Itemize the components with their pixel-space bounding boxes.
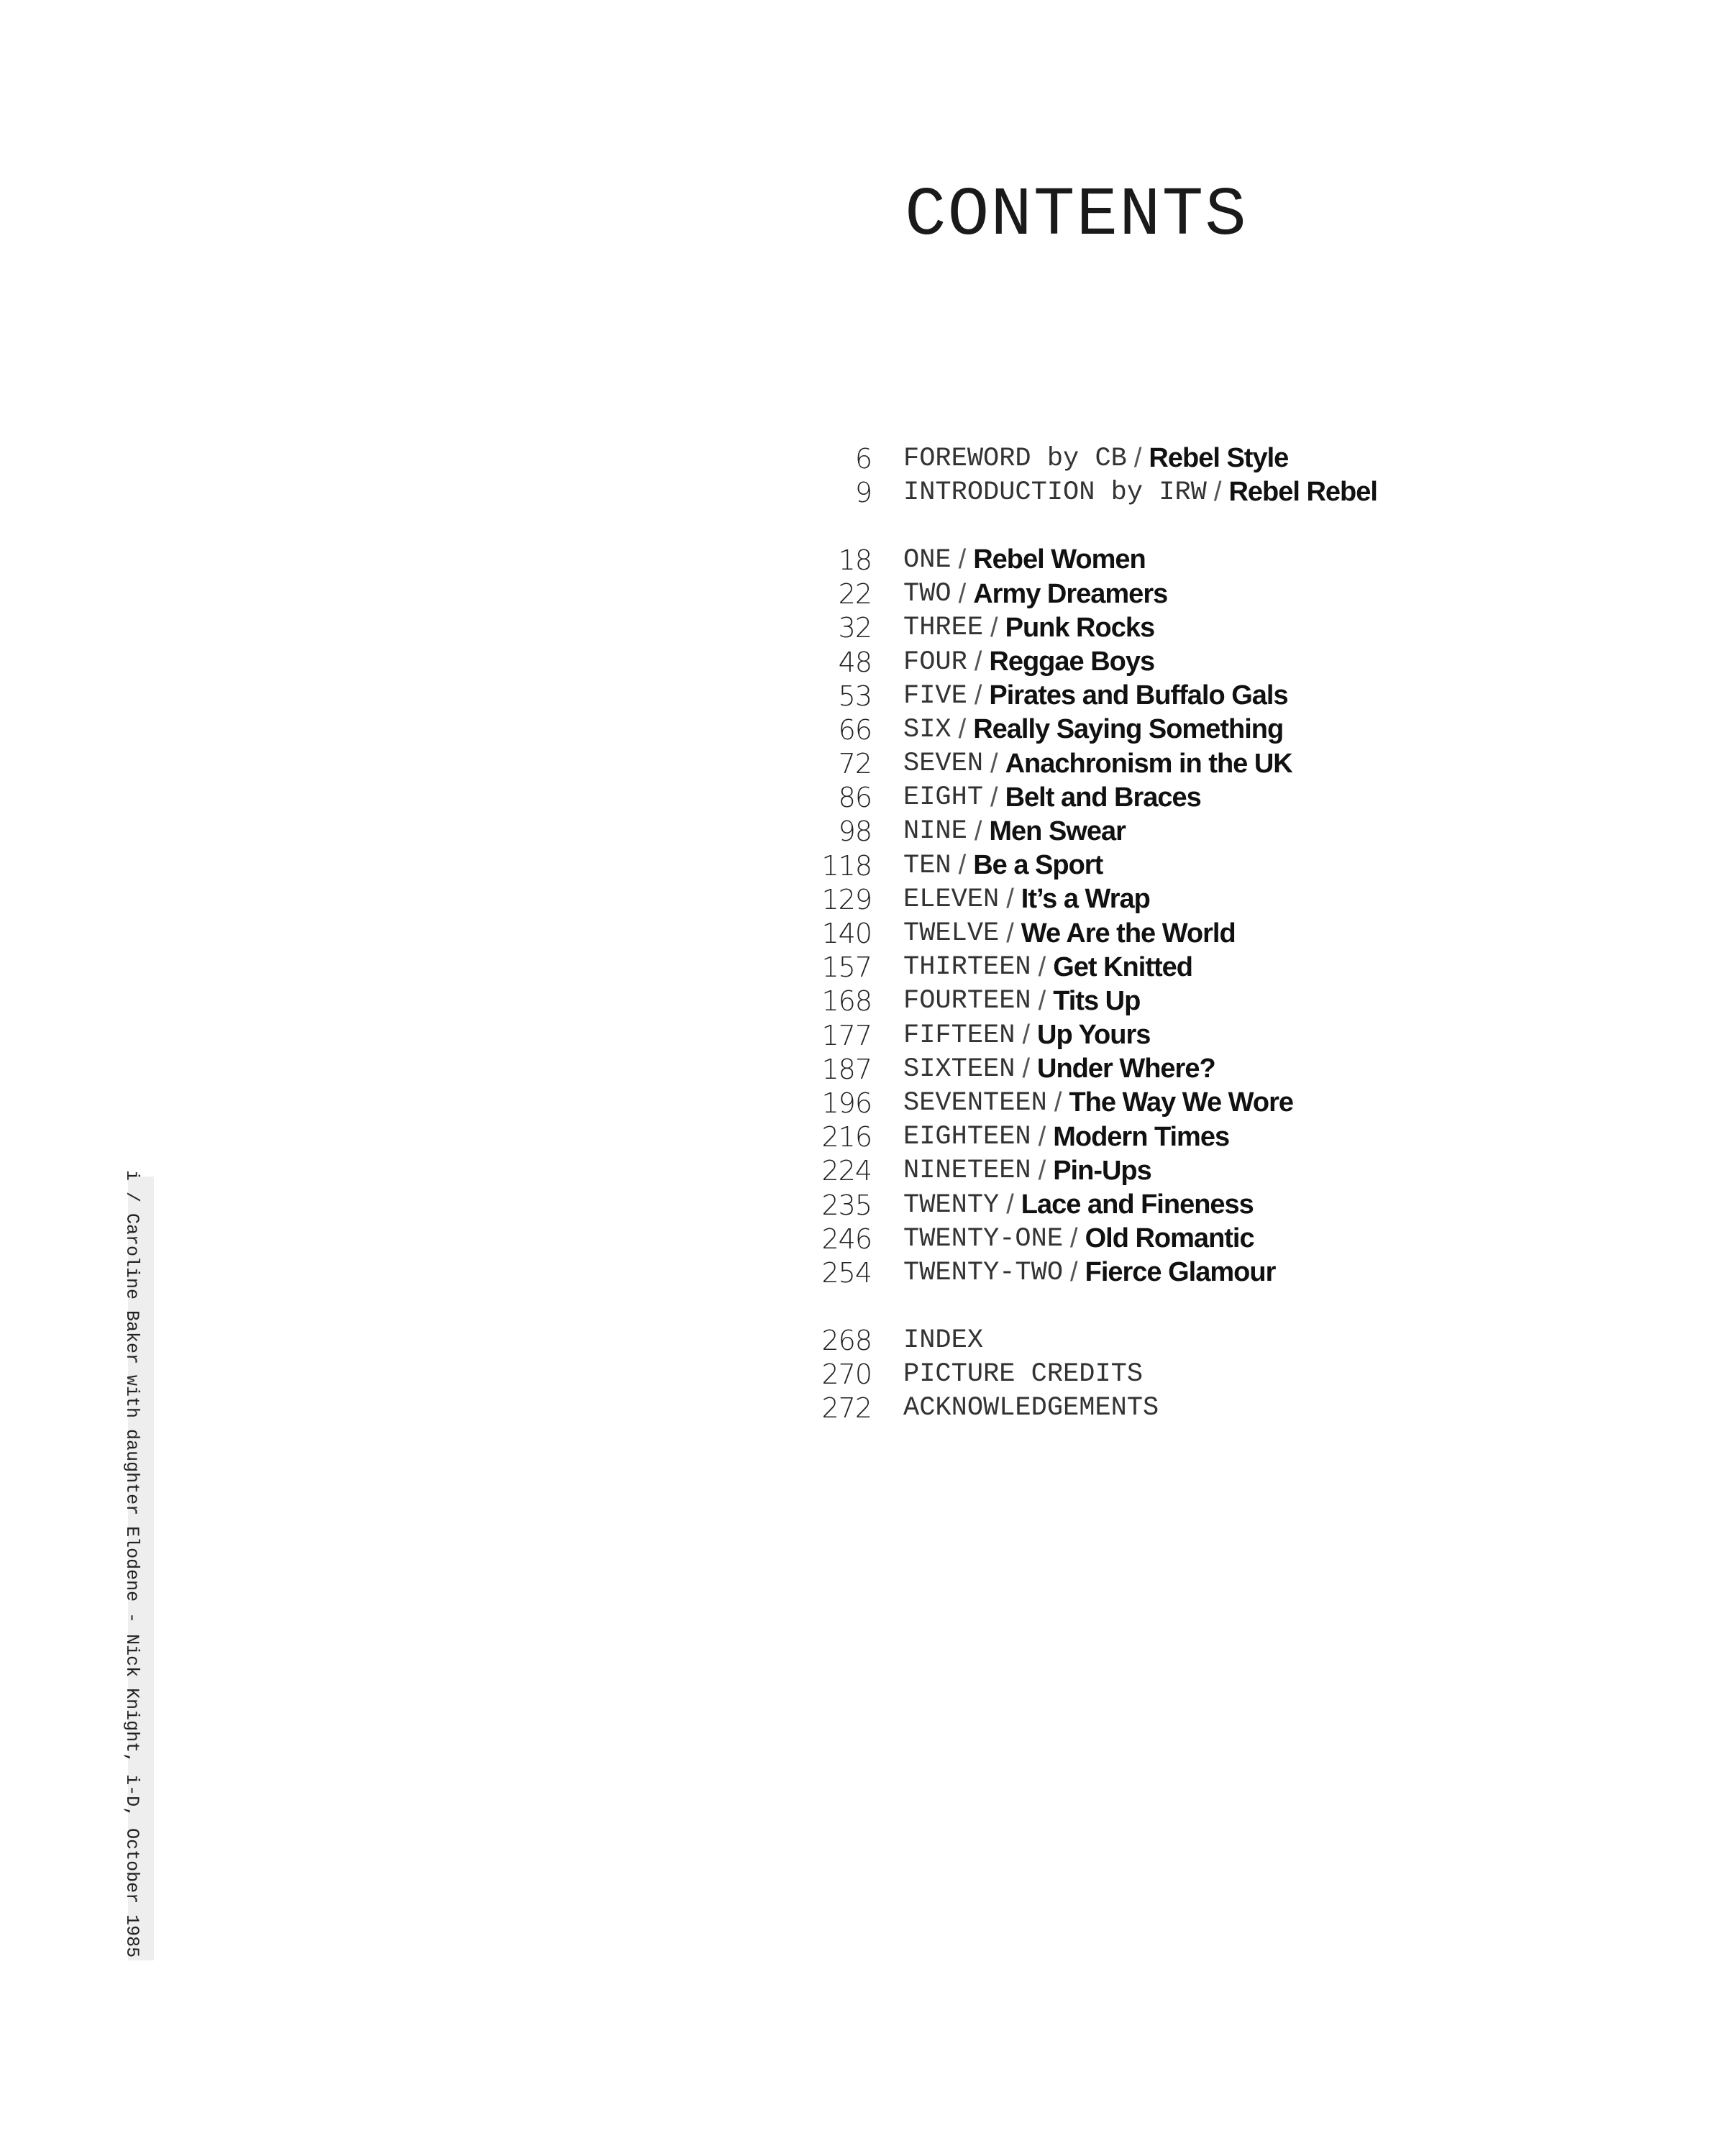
entry-separator: /: [1038, 1121, 1046, 1152]
entry-title: The Way We Wore: [1069, 1087, 1293, 1118]
toc-entry[interactable]: [791, 815, 1582, 849]
entry-label: ACKNOWLEDGEMENTS: [903, 1393, 1159, 1424]
entry-separator: /: [1070, 1223, 1078, 1254]
entry-separator: /: [1006, 884, 1014, 915]
entry-label: TEN: [903, 850, 951, 881]
entry-title: Anachronism in the UK: [1005, 748, 1292, 779]
entry-title: Tits Up: [1053, 985, 1141, 1016]
photo-caption: i / Caroline Baker with daughter Elodene - Nick Knight, i-D, October 1985: [122, 1170, 142, 1958]
entry-label: ELEVEN: [903, 884, 1000, 915]
entry-label: TWENTY-ONE: [903, 1223, 1064, 1254]
entry-title: Punk Rocks: [1005, 612, 1155, 643]
toc-entry[interactable]: [791, 882, 1582, 916]
entry-title: Rebel Style: [1149, 443, 1289, 474]
page-number: 235: [821, 1189, 872, 1221]
entry-label: TWENTY-TWO: [903, 1257, 1064, 1288]
page-number: 254: [821, 1256, 872, 1289]
entry-title: Modern Times: [1053, 1121, 1230, 1152]
toc-entry[interactable]: [791, 1052, 1582, 1086]
entry-label: FOUR: [903, 647, 967, 677]
entry-title: Pin-Ups: [1053, 1155, 1151, 1186]
toc-entry[interactable]: [791, 747, 1582, 781]
entry-separator: /: [958, 544, 967, 575]
toc-entry[interactable]: [791, 781, 1582, 815]
page-number: 246: [821, 1223, 872, 1255]
toc-entry[interactable]: [791, 713, 1582, 746]
entry-title: Get Knitted: [1053, 951, 1192, 982]
front-matter-list: [791, 442, 1582, 509]
entry-separator: /: [974, 647, 982, 677]
toc-entry[interactable]: [791, 985, 1582, 1018]
toc-entry[interactable]: [791, 645, 1582, 679]
entry-title: Really Saying Something: [973, 714, 1284, 745]
page-number: 140: [821, 918, 872, 950]
entry-separator: /: [1006, 918, 1014, 949]
entry-label: INTRODUCTION by IRW: [903, 477, 1207, 508]
entry-title: We Are the World: [1021, 918, 1236, 949]
toc-entry[interactable]: [791, 475, 1582, 509]
entry-title: Lace and Fineness: [1021, 1189, 1254, 1220]
entry-separator: /: [958, 714, 967, 745]
toc-entry[interactable]: [791, 577, 1582, 611]
entry-title: Up Yours: [1037, 1020, 1151, 1051]
entry-separator: /: [990, 782, 998, 813]
table-of-contents: [791, 442, 1582, 1425]
page-number: 168: [821, 985, 872, 1018]
entry-label: INDEX: [903, 1325, 984, 1356]
page-number: 72: [838, 748, 872, 780]
page-number: 272: [821, 1392, 872, 1425]
entry-title: Old Romantic: [1085, 1223, 1254, 1254]
toc-entry[interactable]: [791, 611, 1582, 645]
toc-entry[interactable]: [791, 1120, 1582, 1154]
entry-separator: /: [1022, 1020, 1030, 1051]
entry-label: TWENTY: [903, 1189, 1000, 1220]
entry-separator: /: [990, 748, 998, 779]
entry-title: Belt and Braces: [1005, 782, 1201, 813]
page-number: 196: [821, 1087, 872, 1119]
entry-label: EIGHT: [903, 782, 984, 813]
entry-label: PICTURE CREDITS: [903, 1359, 1144, 1390]
entry-title: It’s a Wrap: [1021, 884, 1150, 915]
page-number: 187: [821, 1053, 872, 1085]
entry-label: THREE: [903, 613, 984, 644]
entry-separator: /: [1038, 985, 1046, 1016]
page-number: 86: [838, 782, 872, 814]
back-matter-list: [791, 1324, 1582, 1426]
toc-entry[interactable]: [791, 1324, 1582, 1358]
entry-title: Reggae Boys: [989, 647, 1155, 677]
toc-entry[interactable]: [791, 1222, 1582, 1256]
entry-title: Under Where?: [1037, 1054, 1215, 1084]
entry-separator: /: [974, 816, 982, 846]
entry-separator: /: [1006, 1189, 1014, 1220]
toc-entry[interactable]: [791, 951, 1582, 985]
page-number: 48: [838, 646, 872, 678]
entry-separator: /: [1054, 1087, 1062, 1118]
entry-separator: /: [1038, 1155, 1046, 1186]
toc-entry[interactable]: [791, 849, 1582, 882]
page-number: 32: [838, 612, 872, 644]
entry-title: Fierce Glamour: [1085, 1257, 1276, 1288]
entry-title: Army Dreamers: [973, 578, 1168, 609]
entry-title: Rebel Rebel: [1228, 477, 1377, 508]
page-number: 129: [821, 883, 872, 915]
toc-entry[interactable]: [791, 1018, 1582, 1052]
entry-label: FOREWORD by CB: [903, 443, 1127, 474]
toc-entry[interactable]: [791, 543, 1582, 577]
page-number: 66: [838, 713, 872, 746]
entry-label: EIGHTEEN: [903, 1122, 1031, 1153]
page-number: 9: [854, 476, 872, 508]
page-number: 157: [821, 951, 872, 984]
entry-separator: /: [1070, 1257, 1078, 1288]
toc-entry[interactable]: [791, 1086, 1582, 1120]
page-number: 270: [821, 1358, 872, 1391]
toc-entry[interactable]: [791, 916, 1582, 950]
entry-separator: /: [958, 578, 967, 609]
entry-title: Rebel Women: [973, 544, 1146, 575]
entry-label: TWELVE: [903, 918, 1000, 949]
page-number: 22: [838, 578, 872, 611]
entry-label: SIX: [903, 714, 951, 745]
entry-label: FIVE: [903, 680, 967, 711]
entry-separator: /: [958, 850, 967, 881]
entry-label: ONE: [903, 544, 951, 575]
toc-entry[interactable]: [791, 679, 1582, 713]
entry-label: SEVEN: [903, 749, 984, 780]
page-number: 268: [821, 1325, 872, 1357]
entry-separator: /: [974, 680, 982, 711]
page-number: 18: [838, 544, 872, 576]
entry-separator: /: [1213, 477, 1222, 508]
entry-label: NINETEEN: [903, 1156, 1031, 1187]
entry-label: SEVENTEEN: [903, 1087, 1047, 1118]
entry-title: Be a Sport: [973, 850, 1103, 881]
entry-separator: /: [1133, 443, 1142, 474]
page-number: 224: [821, 1155, 872, 1187]
entry-separator: /: [1022, 1054, 1030, 1084]
entry-label: FIFTEEN: [903, 1020, 1016, 1051]
page-number: 118: [821, 849, 872, 882]
toc-entry[interactable]: [791, 442, 1582, 475]
entry-label: FOURTEEN: [903, 986, 1031, 1017]
entry-label: TWO: [903, 579, 951, 610]
entry-separator: /: [990, 612, 998, 643]
toc-entry[interactable]: [791, 1358, 1582, 1392]
entry-title: Men Swear: [989, 816, 1126, 846]
entry-label: THIRTEEN: [903, 952, 1031, 983]
entry-separator: /: [1038, 951, 1046, 982]
toc-entry[interactable]: [791, 1154, 1582, 1188]
page-number: 98: [838, 816, 872, 848]
toc-entry[interactable]: [791, 1188, 1582, 1222]
page-number: 177: [821, 1019, 872, 1051]
entry-title: Pirates and Buffalo Gals: [989, 680, 1288, 711]
toc-entry[interactable]: [791, 1256, 1582, 1289]
page-title: CONTENTS: [905, 176, 1248, 255]
page-number: 53: [838, 680, 872, 712]
toc-entry[interactable]: [791, 1392, 1582, 1425]
page-number: 6: [854, 442, 872, 475]
page-number: 216: [821, 1121, 872, 1154]
entry-label: NINE: [903, 816, 967, 847]
chapter-list: [791, 543, 1582, 1289]
entry-label: SIXTEEN: [903, 1054, 1016, 1084]
